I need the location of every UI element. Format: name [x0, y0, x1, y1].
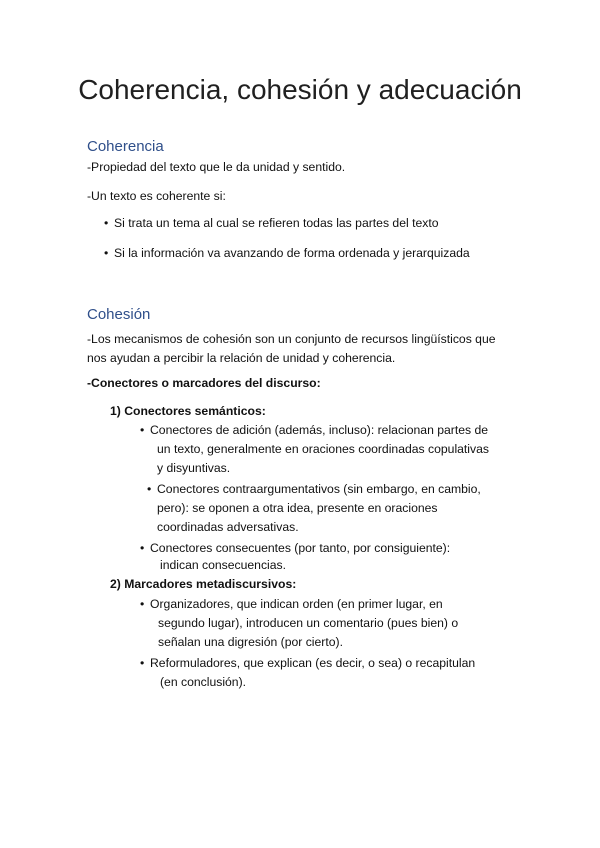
list-item: • Conectores contraargumentativos (sin embargo, en cambio,	[147, 480, 481, 499]
subheading-semanticos: 1) Conectores semánticos:	[110, 404, 266, 418]
list-item: • Conectores de adición (además, incluso): relacionan partes de	[140, 421, 488, 440]
list-item-continuation: segundo lugar), introducen un comentario (pues bien) o	[158, 616, 459, 630]
coherencia-definition: -Propiedad del texto que le da unidad y sentido.	[87, 160, 346, 174]
cohesion-intro-line: -Los mecanismos de cohesión son un conjunto de recursos lingüísticos que	[87, 332, 496, 346]
list-item-continuation: señalan una digresión (por cierto).	[158, 635, 343, 649]
section-heading-coherencia: Coherencia	[87, 138, 164, 155]
coherencia-condition-intro: -Un texto es coherente si:	[87, 189, 226, 203]
coherencia-bullet: • Si la información va avanzando de forma ordenada y jerarquizada	[104, 244, 470, 263]
list-item: • Reformuladores, que explican (es decir, o sea) o recapitulan	[140, 654, 475, 673]
list-item-continuation: pero): se oponen a otra idea, presente en oraciones	[157, 501, 438, 515]
list-item-continuation: coordinadas adversativas.	[157, 520, 299, 534]
list-item-continuation: indican consecuencias.	[160, 558, 287, 572]
list-item-continuation: un texto, generalmente en oraciones coordinadas copulativas	[157, 442, 489, 456]
coherencia-bullet: • Si trata un tema al cual se refieren todas las partes del texto	[104, 214, 439, 233]
page-title: Coherencia, cohesión y adecuación	[78, 74, 522, 105]
subheading-metadiscursivos: 2) Marcadores metadiscursivos:	[110, 577, 297, 591]
cohesion-intro-line: nos ayudan a percibir la relación de unidad y coherencia.	[87, 351, 396, 365]
list-item: • Conectores consecuentes (por tanto, por consiguiente):	[140, 539, 450, 558]
section-heading-cohesion: Cohesión	[87, 306, 151, 323]
conectores-heading: -Conectores o marcadores del discurso:	[87, 376, 321, 390]
list-item-continuation: (en conclusión).	[160, 675, 247, 689]
list-item: • Organizadores, que indican orden (en primer lugar, en	[140, 595, 443, 614]
list-item-continuation: y disyuntivas.	[157, 461, 231, 475]
